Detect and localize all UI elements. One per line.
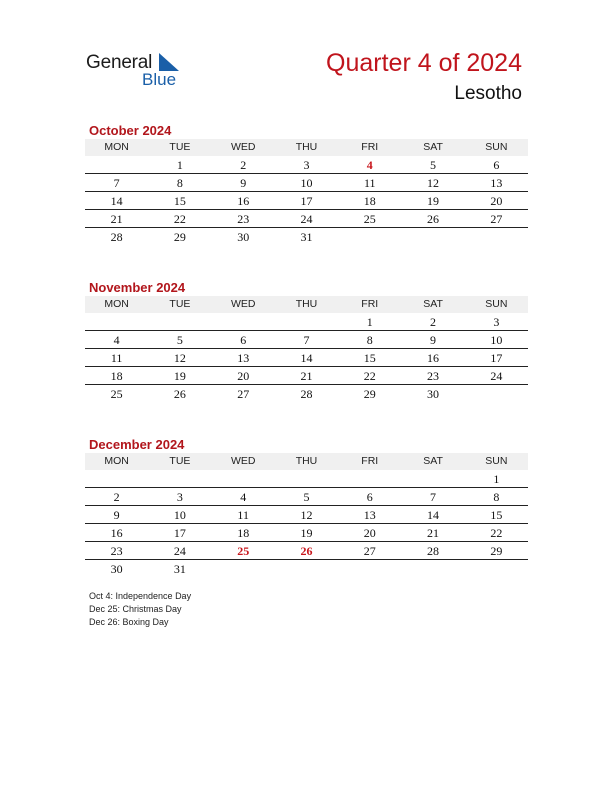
date-cell <box>212 560 275 577</box>
date-cell: 11 <box>110 351 123 365</box>
week-row <box>85 210 528 228</box>
date-cell: 3 <box>493 315 500 329</box>
date-cell: 9 <box>430 333 437 347</box>
date-cell: 1 <box>176 158 183 172</box>
week-row <box>85 313 528 331</box>
holiday-note: Dec 25: Christmas Day <box>89 604 182 614</box>
date-cell <box>212 470 275 487</box>
date-cell: 14 <box>427 508 440 522</box>
date-cell: 13 <box>237 351 250 365</box>
month-title: December 2024 <box>89 437 185 452</box>
date-cell: 24 <box>300 212 313 226</box>
date-cell: 11 <box>363 176 376 190</box>
week-row <box>85 174 528 192</box>
date-cell: 3 <box>176 490 183 504</box>
weekday-label: WED <box>230 298 256 310</box>
date-cell: 21 <box>427 526 440 540</box>
date-cell: 29 <box>363 387 376 401</box>
weekday-label: WED <box>230 455 256 467</box>
holiday-date-cell: 25 <box>237 544 250 558</box>
date-cell: 27 <box>363 544 376 558</box>
date-cell <box>465 228 528 245</box>
weekday-label: SAT <box>423 141 443 153</box>
date-cell <box>465 560 528 577</box>
date-cell: 25 <box>363 212 376 226</box>
date-cell <box>148 470 211 487</box>
date-cell: 4 <box>113 333 120 347</box>
week-row <box>85 470 528 488</box>
date-cell: 2 <box>430 315 437 329</box>
month-title: November 2024 <box>89 280 186 295</box>
week-row <box>85 506 528 524</box>
date-cell: 14 <box>300 351 313 365</box>
weekday-label: MON <box>104 455 129 467</box>
week-row <box>85 156 528 174</box>
date-cell <box>401 470 464 487</box>
date-cell: 4 <box>240 490 247 504</box>
weekday-label: TUE <box>169 141 191 153</box>
week-row <box>85 488 528 506</box>
date-cell: 25 <box>110 387 123 401</box>
date-cell <box>401 228 464 245</box>
date-cell: 7 <box>113 176 120 190</box>
date-cell: 6 <box>366 490 373 504</box>
date-cell: 28 <box>427 544 440 558</box>
weekday-label: SAT <box>423 298 443 310</box>
weekday-header <box>85 453 528 470</box>
date-cell <box>85 156 148 173</box>
week-row <box>85 331 528 349</box>
date-cell: 1 <box>493 472 500 486</box>
date-cell: 7 <box>430 490 437 504</box>
date-cell: 17 <box>490 351 503 365</box>
date-cell: 15 <box>173 194 186 208</box>
holiday-date-cell: 26 <box>300 544 313 558</box>
date-cell <box>401 560 464 577</box>
date-cell: 2 <box>240 158 247 172</box>
date-cell: 15 <box>363 351 376 365</box>
date-cell: 20 <box>490 194 503 208</box>
date-cell: 20 <box>237 369 250 383</box>
holiday-date-cell: 4 <box>366 158 373 172</box>
date-cell: 31 <box>173 562 186 576</box>
date-cell: 23 <box>427 369 440 383</box>
date-cell: 29 <box>173 230 186 244</box>
date-cell: 22 <box>173 212 186 226</box>
date-cell: 20 <box>363 526 376 540</box>
date-cell: 21 <box>110 212 123 226</box>
weekday-label: FRI <box>361 298 379 310</box>
date-cell: 3 <box>303 158 310 172</box>
date-cell: 18 <box>363 194 376 208</box>
date-cell: 11 <box>237 508 249 522</box>
date-cell: 14 <box>110 194 123 208</box>
date-cell <box>85 470 148 487</box>
logo-general-text: General <box>86 52 153 73</box>
date-cell <box>212 313 275 330</box>
month-title: October 2024 <box>89 123 172 138</box>
weekday-label: TUE <box>169 298 191 310</box>
date-cell: 10 <box>490 333 503 347</box>
date-cell: 6 <box>493 158 500 172</box>
date-cell: 30 <box>237 230 250 244</box>
quarter-title: Quarter 4 of 2024 <box>326 49 522 77</box>
date-cell: 27 <box>237 387 250 401</box>
weekday-label: MON <box>104 141 129 153</box>
date-cell: 26 <box>427 212 440 226</box>
weekday-label: SUN <box>485 455 508 467</box>
country-name: Lesotho <box>454 83 522 104</box>
date-cell: 5 <box>176 333 183 347</box>
date-cell: 22 <box>363 369 376 383</box>
weekday-label: SUN <box>485 298 508 310</box>
date-cell: 12 <box>173 351 186 365</box>
date-cell: 8 <box>366 333 373 347</box>
date-cell: 30 <box>427 387 440 401</box>
date-cell: 10 <box>173 508 186 522</box>
date-cell: 28 <box>110 230 123 244</box>
date-cell: 9 <box>240 176 247 190</box>
date-cell: 5 <box>430 158 437 172</box>
date-cell: 8 <box>493 490 500 504</box>
date-cell: 9 <box>113 508 120 522</box>
date-cell <box>275 470 338 487</box>
date-cell <box>338 560 401 577</box>
generalblue-logo <box>86 50 196 90</box>
date-cell: 13 <box>363 508 376 522</box>
date-cell: 24 <box>173 544 186 558</box>
date-cell: 27 <box>490 212 503 226</box>
date-cell <box>85 313 148 330</box>
month-december <box>85 436 528 577</box>
month-november <box>85 279 528 402</box>
week-row <box>85 385 528 402</box>
date-cell: 17 <box>173 526 186 540</box>
weekday-label: FRI <box>361 141 379 153</box>
date-cell: 24 <box>490 369 503 383</box>
weekday-label: THU <box>295 141 318 153</box>
weekday-label: WED <box>230 141 256 153</box>
holiday-note: Oct 4: Independence Day <box>89 591 192 601</box>
date-cell: 10 <box>300 176 313 190</box>
date-cell: 26 <box>173 387 186 401</box>
date-cell: 7 <box>303 333 310 347</box>
week-rows <box>85 313 528 402</box>
week-row <box>85 560 528 577</box>
holiday-notes <box>89 590 191 629</box>
date-cell: 21 <box>300 369 313 383</box>
weekday-label: TUE <box>169 455 191 467</box>
date-cell: 29 <box>490 544 503 558</box>
week-rows <box>85 156 528 245</box>
date-cell: 5 <box>303 490 310 504</box>
date-cell: 6 <box>240 333 247 347</box>
date-cell: 17 <box>300 194 313 208</box>
date-cell <box>275 560 338 577</box>
date-cell <box>338 470 401 487</box>
date-cell: 12 <box>427 176 440 190</box>
weekday-label: SUN <box>485 141 508 153</box>
date-cell: 18 <box>237 526 250 540</box>
week-row <box>85 524 528 542</box>
date-cell: 12 <box>300 508 313 522</box>
date-cell: 16 <box>427 351 440 365</box>
date-cell: 19 <box>300 526 313 540</box>
month-october <box>85 122 528 245</box>
date-cell <box>275 313 338 330</box>
weekday-label: MON <box>104 298 129 310</box>
week-row <box>85 542 528 560</box>
weekday-label: THU <box>295 455 318 467</box>
date-cell: 16 <box>237 194 250 208</box>
date-cell: 30 <box>110 562 123 576</box>
date-cell: 18 <box>110 369 123 383</box>
date-cell: 13 <box>490 176 503 190</box>
date-cell: 19 <box>173 369 186 383</box>
week-rows <box>85 470 528 577</box>
date-cell: 23 <box>237 212 250 226</box>
week-row <box>85 349 528 367</box>
logo-triangle-icon <box>159 53 179 71</box>
weekday-header <box>85 296 528 313</box>
weekday-label: THU <box>295 298 318 310</box>
date-cell: 22 <box>490 526 503 540</box>
date-cell: 23 <box>110 544 123 558</box>
weekday-label: FRI <box>361 455 379 467</box>
logo-blue-text: Blue <box>142 70 177 89</box>
date-cell: 1 <box>366 315 373 329</box>
date-cell: 15 <box>490 508 503 522</box>
weekday-label: SAT <box>423 455 443 467</box>
date-cell: 16 <box>110 526 123 540</box>
date-cell: 2 <box>113 490 120 504</box>
holiday-note: Dec 26: Boxing Day <box>89 617 169 627</box>
week-row <box>85 228 528 245</box>
weekday-header <box>85 139 528 156</box>
week-row <box>85 367 528 385</box>
date-cell <box>148 313 211 330</box>
week-row <box>85 192 528 210</box>
date-cell <box>338 228 401 245</box>
date-cell: 8 <box>176 176 183 190</box>
date-cell: 31 <box>300 230 313 244</box>
date-cell: 19 <box>427 194 440 208</box>
date-cell: 28 <box>300 387 313 401</box>
date-cell <box>465 385 528 402</box>
